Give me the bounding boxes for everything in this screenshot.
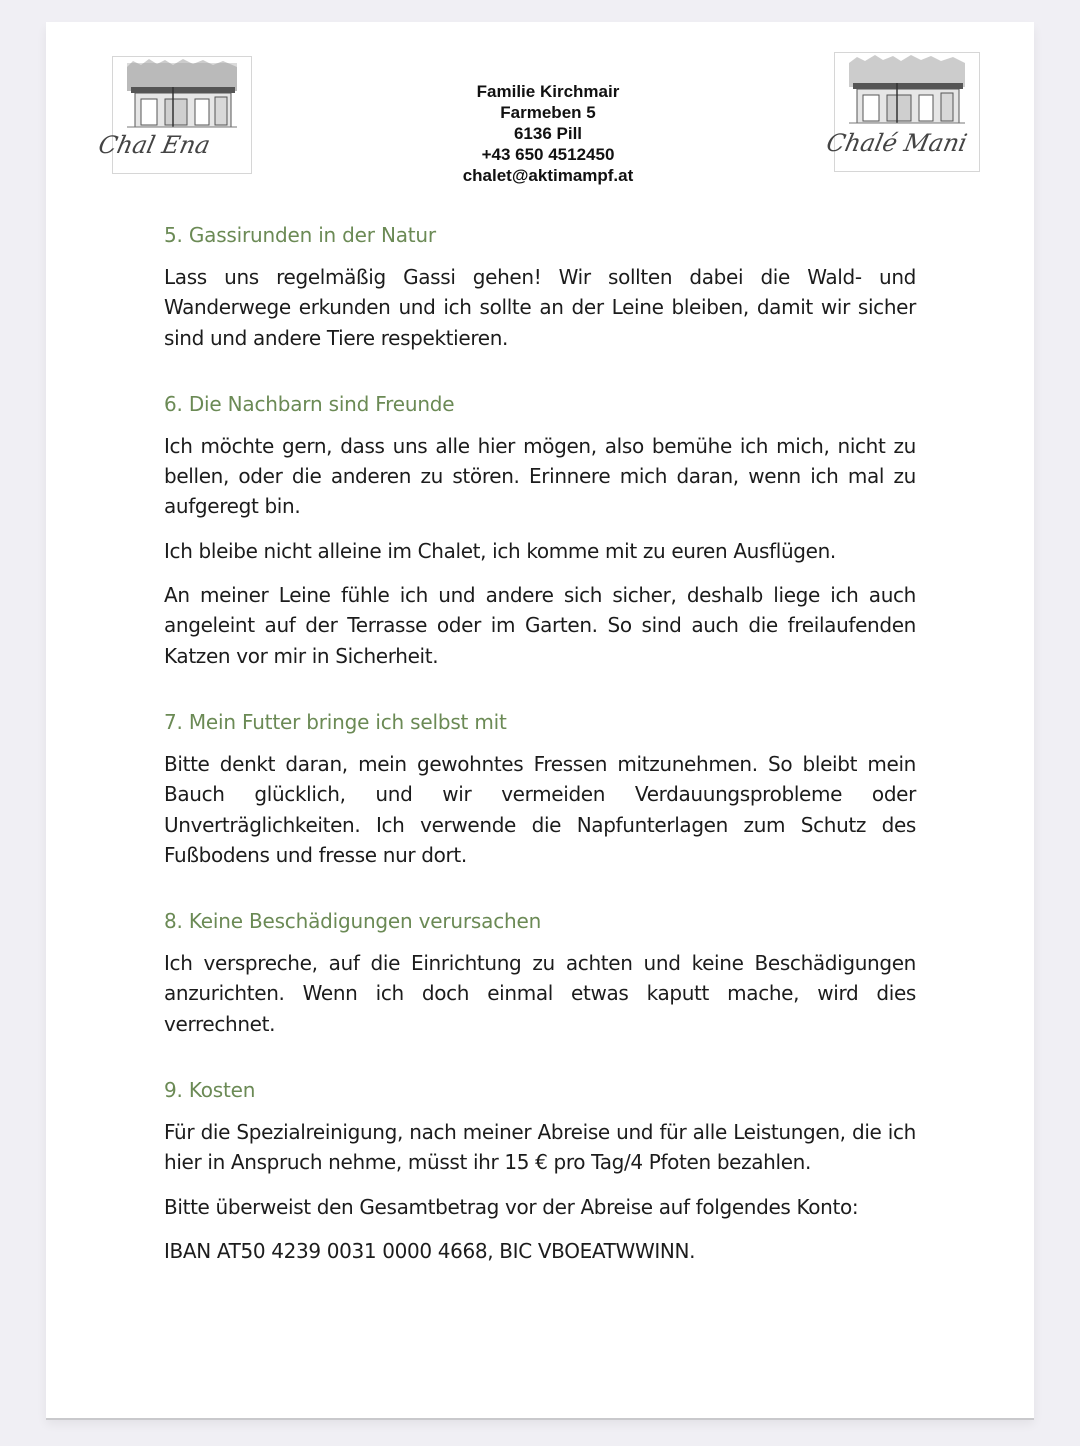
section-paragraph: Bitte denkt daran, mein gewohntes Fressen mitzunehmen. So bleibt mein Bauch glücklich, und wir vermeiden Verdauungsprobleme oder Unverträglichkeiten. Ich verwende die Napfunterlagen zum Schutz des Fußbodens und fresse nur dort. <box>164 751 916 867</box>
section-6 <box>164 389 916 671</box>
section-paragraph: Ich bleibe nicht alleine im Chalet, ich komme mit zu euren Ausflügen. <box>164 538 836 563</box>
section-heading: 7. Mein Futter bringe ich selbst mit <box>164 709 507 734</box>
logo-right-script: Chalé Mani <box>824 129 970 157</box>
section-5 <box>164 220 916 353</box>
contact-street: Farmeben 5 <box>500 103 596 122</box>
section-paragraph: Ich möchte gern, dass uns alle hier mögen, also bemühe ich mich, nicht zu bellen, oder die anderen zu stören. Erinnere mich daran, wenn ich mal zu aufgeregt bin. <box>164 433 916 519</box>
contact-name: Familie Kirchmair <box>476 82 620 101</box>
section-paragraph: Bitte überweist den Gesamtbetrag vor der Abreise auf folgendes Konto: <box>164 1194 859 1219</box>
contact-phone: +43 650 4512450 <box>481 145 615 164</box>
logo-chalet-ena <box>96 56 252 174</box>
section-8 <box>164 906 916 1039</box>
section-7 <box>164 707 916 870</box>
logo-chalet-mani <box>824 52 980 172</box>
section-heading: 8. Keine Beschädigungen verursachen <box>164 909 542 934</box>
contact-email: chalet@aktimampf.at <box>462 166 634 185</box>
contact-block <box>406 81 690 186</box>
section-paragraph: Ich verspreche, auf die Einrichtung zu achten und keine Beschädigungen anzurichten. Wenn ich doch einmal etwas kaputt mache, wird dies verrechnet. <box>164 951 916 1036</box>
contact-city: 6136 Pill <box>513 124 583 143</box>
section-heading: 5. Gassirunden in der Natur <box>164 223 436 247</box>
logo-left-script: Chal Ena <box>96 131 213 159</box>
section-paragraph: Lass uns regelmäßig Gassi gehen! Wir sollten dabei die Wald- und Wanderwege erkunden und ich sollte an der Leine bleiben, damit wir sicher sind und andere Tiere respektieren. <box>164 265 916 350</box>
section-paragraph: Für die Spezialreinigung, nach meiner Abreise und für alle Leistungen, die ich hier in Anspruch nehme, müsst ihr 15 € pro Tag/4 Pfoten bezahlen. <box>164 1120 916 1175</box>
section-paragraph: An meiner Leine fühle ich und andere sich sicher, deshalb liege ich auch angeleint auf der Terrasse oder im Garten. So sind auch die freilaufenden Katzen vor mir in Sicherheit. <box>164 583 916 668</box>
iban-line: IBAN AT50 4239 0031 0000 4668, BIC VBOEATWWINN. <box>164 1238 696 1263</box>
document-page <box>46 22 1034 1418</box>
section-heading: 6. Die Nachbarn sind Freunde <box>164 391 455 416</box>
section-9 <box>164 1075 916 1266</box>
section-heading: 9. Kosten <box>164 1078 256 1103</box>
document-content <box>164 220 916 1280</box>
